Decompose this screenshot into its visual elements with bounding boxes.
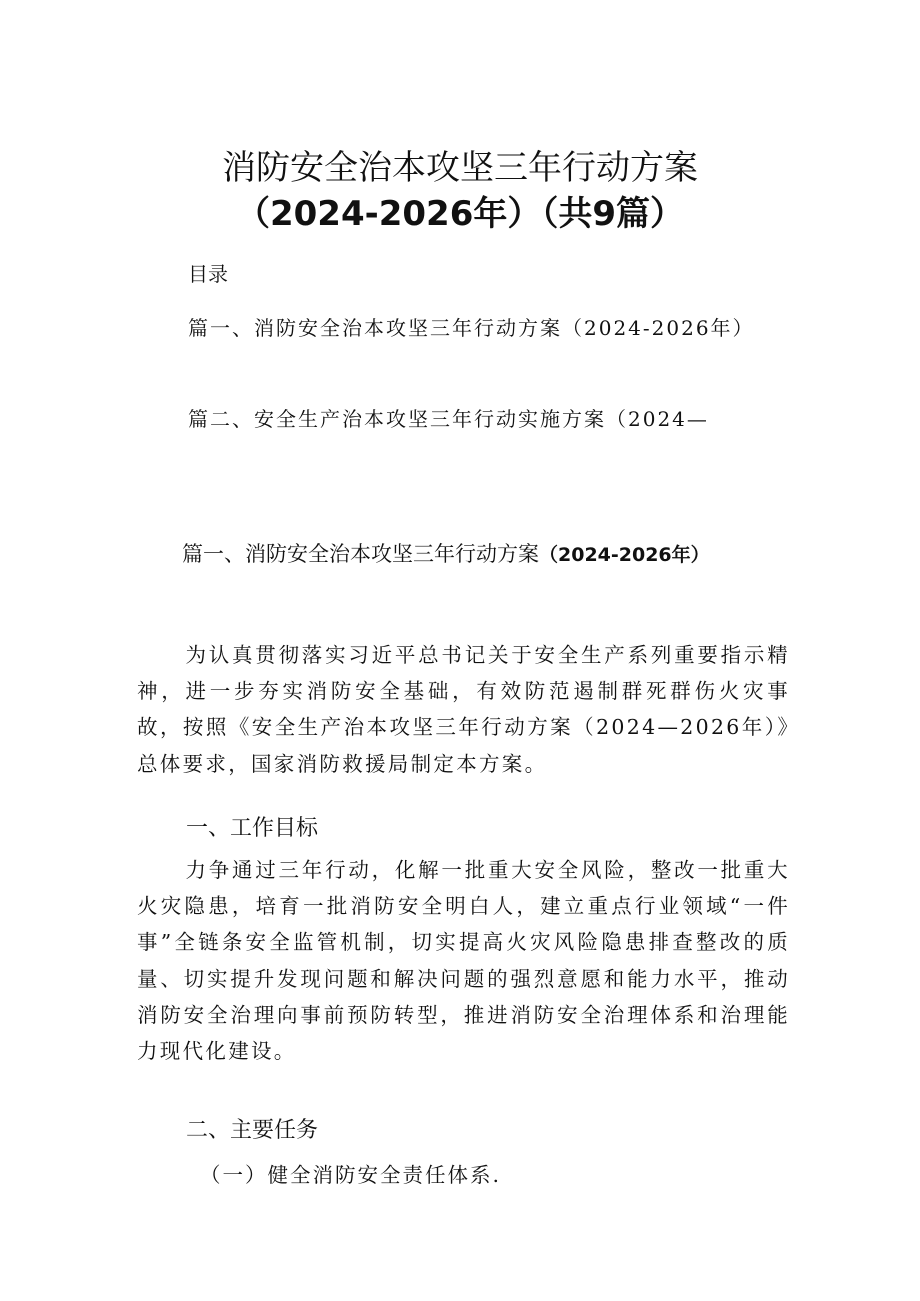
goal-paragraph — [137, 852, 790, 1069]
task-item-1: （一）健全消防安全责任体系. — [200, 1163, 502, 1187]
document-subtitle: （2024-2026年）（共9篇） — [235, 194, 685, 234]
document-title: 消防安全治本攻坚三年行动方案 — [222, 148, 698, 188]
toc-item-2: 篇二、安全生产治本攻坚三年行动实施方案（2024— — [188, 407, 709, 431]
heading-work-goals: 一、工作目标 — [186, 816, 319, 841]
section-title — [182, 538, 710, 568]
intro-text: 为认真贯彻落实习近平总书记关于安全生产系列重要指示精神，进一步夯实消防安全基础，有效防范遏制群死群伤火灾事故，按照《安全生产治本攻坚三年行动方案（2024—2026年）》总体要求，国家消防救援局制定本方案。 — [137, 643, 790, 776]
toc-heading: 目录 — [188, 262, 228, 286]
goal-text: 力争通过三年行动，化解一批重大安全风险，整改一批重大火灾隐患，培育一批消防安全明白人，建立重点行业领域“一件事”全链条安全监管机制，切实提高火灾风险隐患排查整改的质量、切实提升发现问题和解决问题的强烈意愿和能力水平，推动消防安全治理向事前预防转型，推进消防安全治理体系和治理能力现代化建设。 — [137, 858, 790, 1064]
heading-main-tasks: 二、主要任务 — [186, 1118, 319, 1143]
section-title-year: （2024-2026年） — [539, 544, 710, 566]
intro-paragraph — [137, 637, 790, 782]
section-title-text: 篇一、消防安全治本攻坚三年行动方案 — [182, 542, 539, 566]
toc-item-1: 篇一、消防安全治本攻坚三年行动方案（2024-2026年） — [188, 316, 755, 340]
